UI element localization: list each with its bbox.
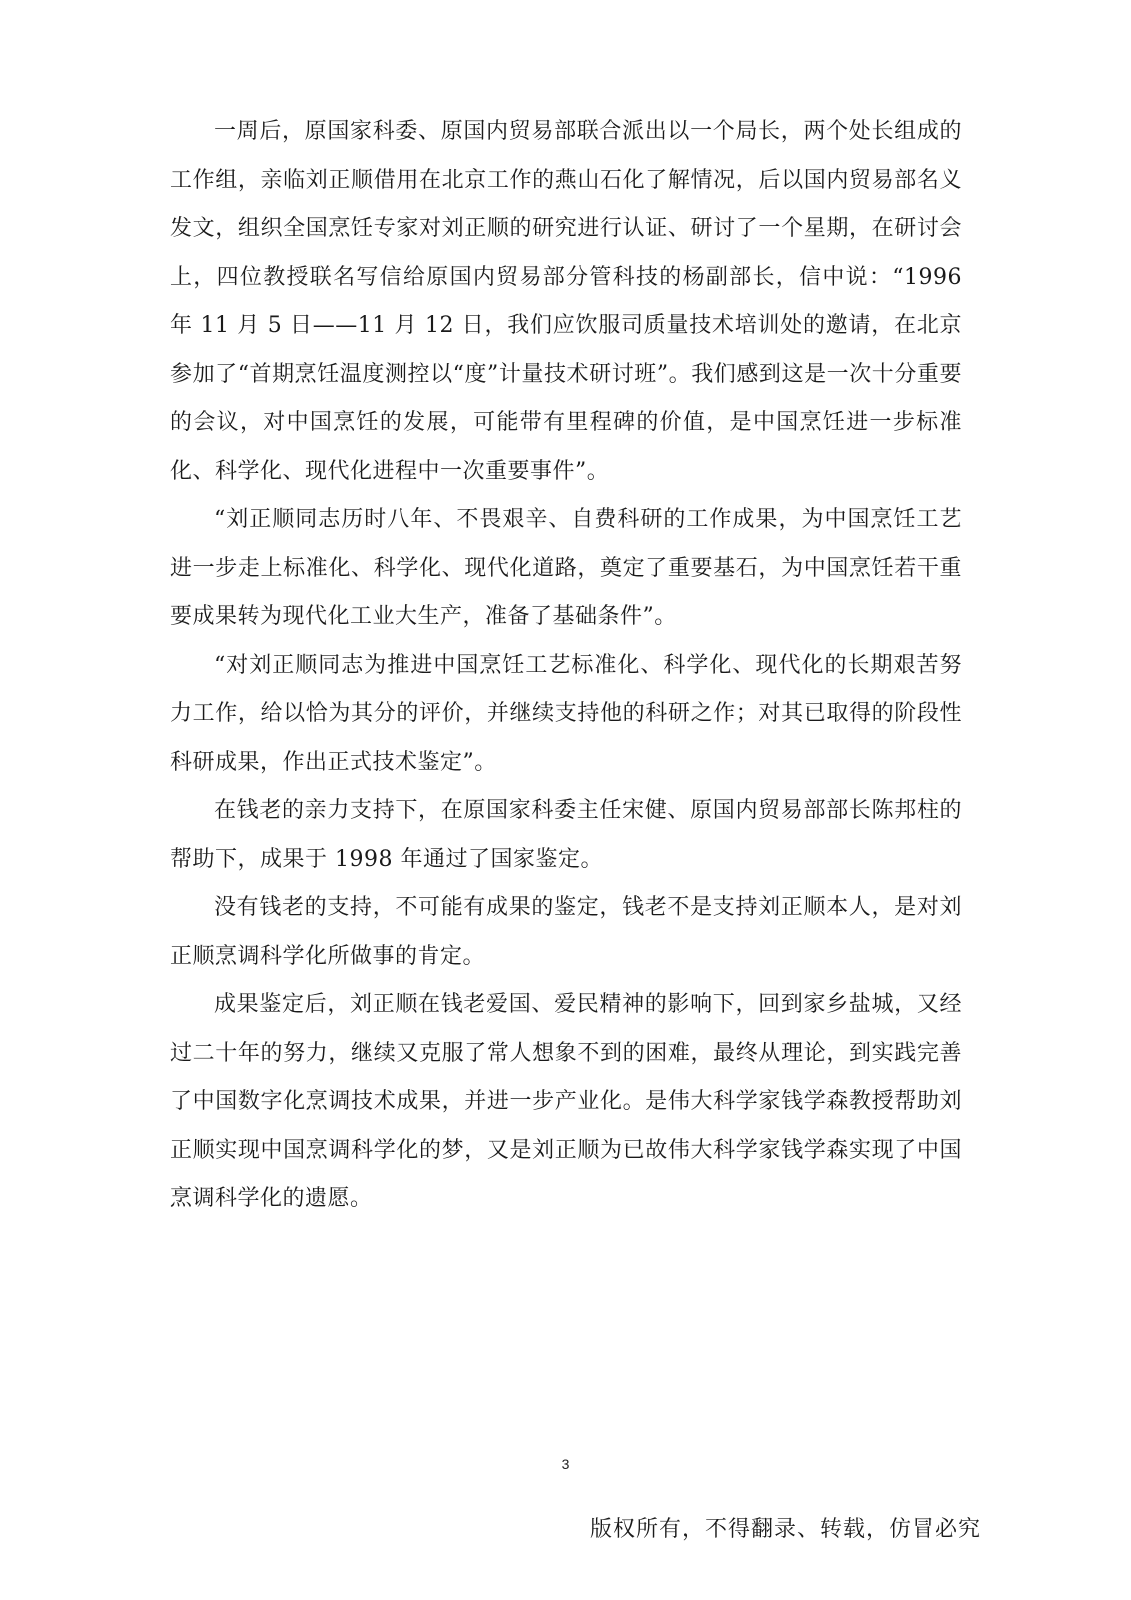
copyright-notice: 版权所有，不得翻录、转载，仿冒必究 [589,1517,981,1542]
document-body [170,108,962,1224]
paragraph-1: 一周后，原国家科委、原国内贸易部联合派出以一个局长，两个处长组成的工作组，亲临刘正顺借用在北京工作的燕山石化了解情况，后以国内贸易部名义发文，组织全国烹饪专家对刘正顺的研究进行认证、研讨了一个星期，在研讨会上，四位教授联名写信给原国内贸易部分管科技的杨副部长，信中说：“1996 年 11 月 5 日——11 月 12 日，我们应饮服司质量技术培训处的邀请，在北京参加了“首期烹饪温度测控以“度”计量技术研讨班”。我们感到这是一次十分重要的会议，对中国烹饪的发展，可能带有里程碑的价值，是中国烹饪进一步标准化、科学化、现代化进程中一次重要事件”。 [170,119,962,484]
paragraph-4: 在钱老的亲力支持下，在原国家科委主任宋健、原国内贸易部部长陈邦柱的帮助下，成果于 1998 年通过了国家鉴定。 [170,798,962,872]
paragraph-5: 没有钱老的支持，不可能有成果的鉴定，钱老不是支持刘正顺本人，是对刘正顺烹调科学化所做事的肯定。 [170,895,962,969]
page-number: 3 [561,1456,570,1472]
paragraph-2: “刘正顺同志历时八年、不畏艰辛、自费科研的工作成果，为中国烹饪工艺进一步走上标准化、科学化、现代化道路，奠定了重要基石，为中国烹饪若干重要成果转为现代化工业大生产，准备了基础条件”。 [170,507,962,629]
paragraph-3: “对刘正顺同志为推进中国烹饪工艺标准化、科学化、现代化的长期艰苦努力工作，给以恰为其分的评价，并继续支持他的科研之作；对其已取得的阶段性科研成果，作出正式技术鉴定”。 [170,652,962,775]
paragraph-6: 成果鉴定后，刘正顺在钱老爱国、爱民精神的影响下，回到家乡盐城，又经过二十年的努力，继续又克服了常人想象不到的困难，最终从理论，到实践完善了中国数字化烹调技术成果，并进一步产业化。是伟大科学家钱学森教授帮助刘正顺实现中国烹调科学化的梦，又是刘正顺为已故伟大科学家钱学森实现了中国烹调科学化的遗愿。 [170,992,962,1211]
